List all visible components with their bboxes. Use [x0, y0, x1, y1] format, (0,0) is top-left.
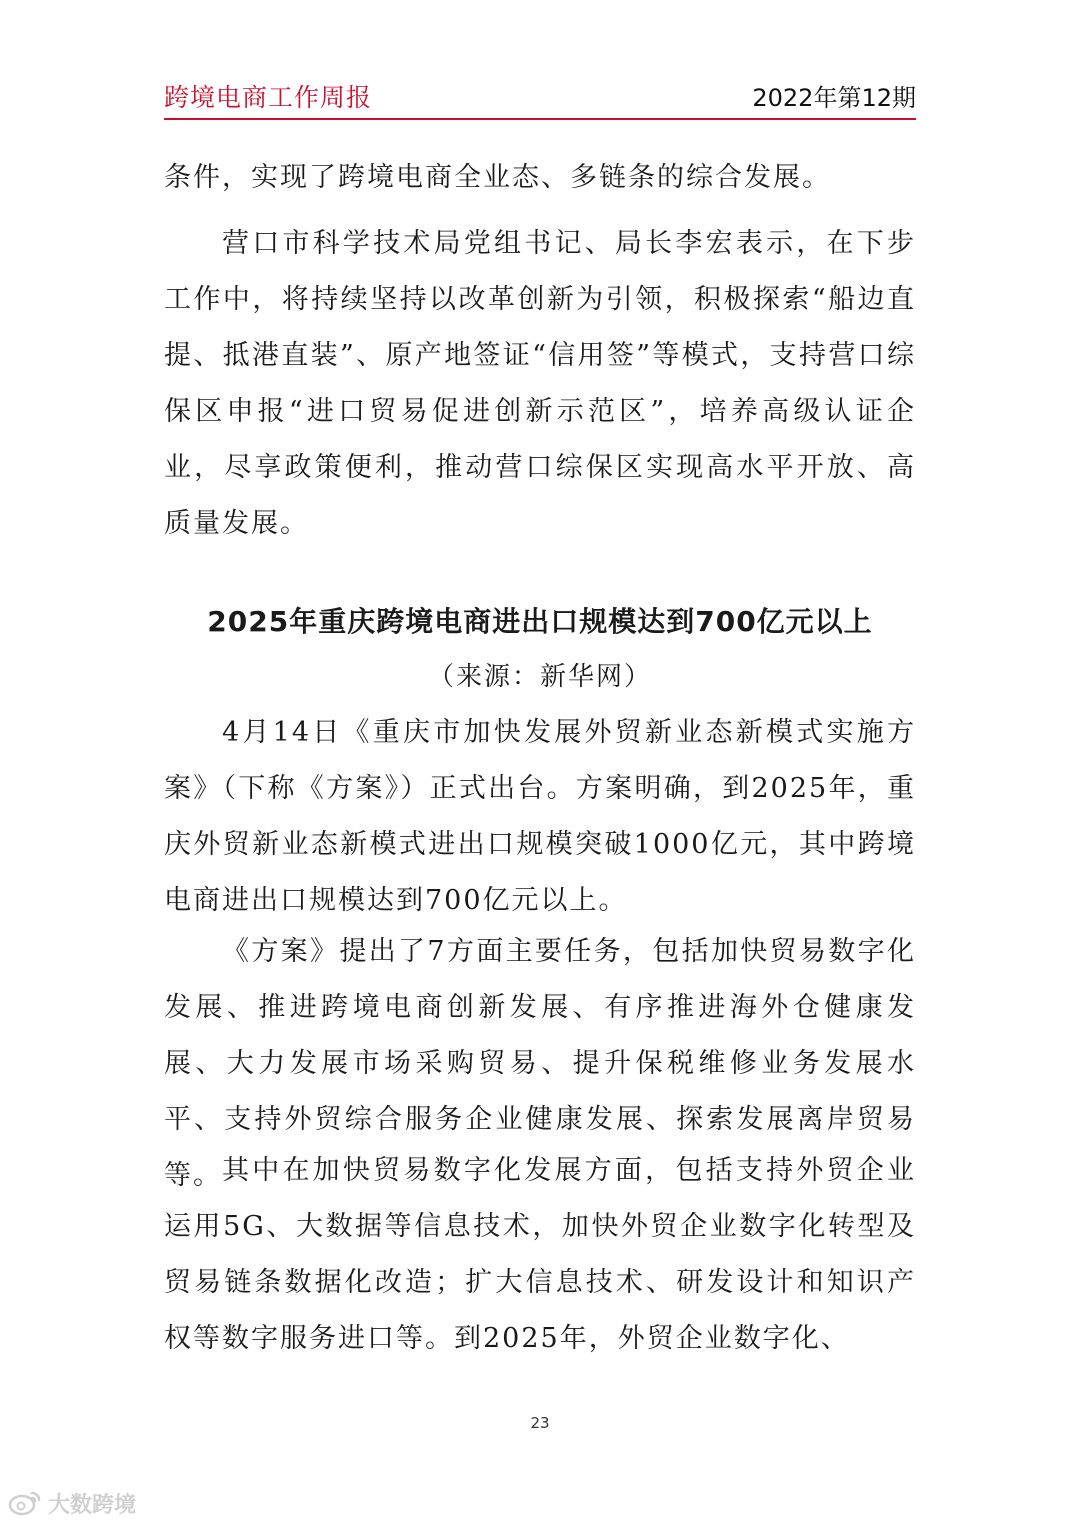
page-number: 23	[530, 1414, 550, 1432]
page-header	[164, 74, 916, 120]
continuation-paragraph: 条件，实现了跨境电商全业态、多链条的综合发展。	[164, 162, 831, 193]
article-paragraph-2: 《方案》提出了7方面主要任务，包括加快贸易数字化发展、推进跨境电商创新发展、有序推进海外仓健康发展、大力发展市场采购贸易、提升保税维修业务发展水平、支持外贸综合服务企业健康发展、探索发展离岸贸易等。	[164, 936, 916, 1191]
watermark	[8, 1488, 136, 1518]
article-paragraph-3: 其中在加快贸易数字化发展方面，包括支持外贸企业运用5G、大数据等信息技术，加快外贸企业数字化转型及贸易链条数据化改造；扩大信息技术、研发设计和知识产权等数字服务进口等。到2025年，外贸企业数字化、	[164, 1155, 916, 1354]
header-divider	[164, 118, 916, 120]
watermark-text: 大数跨境	[48, 1492, 137, 1518]
publication-title: 跨境电商工作周报	[164, 83, 373, 112]
article-title: 2025年重庆跨境电商进出口规模达到700亿元以上	[207, 605, 873, 638]
article-source: （来源：新华网）	[427, 662, 652, 692]
weibo-logo-icon	[8, 1490, 42, 1516]
article-paragraph-1: 4月14日《重庆市加快发展外贸新业态新模式实施方案》（下称《方案》）正式出台。方案明确，到2025年，重庆外贸新业态新模式进出口规模突破1000亿元，其中跨境电商进出口规模达到700亿元以上。	[164, 717, 916, 916]
issue-number: 2022年第12期	[752, 84, 916, 112]
quote-paragraph: 营口市科学技术局党组书记、局长李宏表示，在下步工作中，将持续坚持以改革创新为引领，积极探索“船边直提、抵港直装”、原产地签证“信用签”等模式，支持营口综保区申报“进口贸易促进创新示范区”，培养高级认证企业，尽享政策便利，推动营口综保区实现高水平开放、高质量发展。	[164, 228, 916, 539]
